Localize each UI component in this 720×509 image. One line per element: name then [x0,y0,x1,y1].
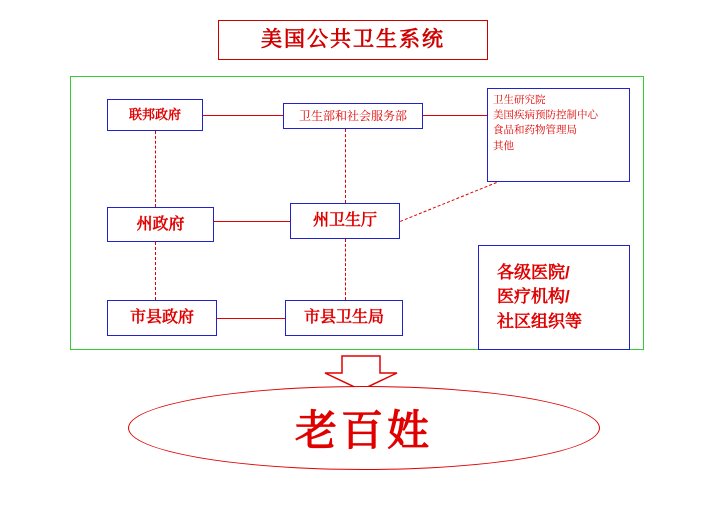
agency-fda: 食品和药物管理局 [493,124,577,137]
hospitals-line-1: 各级医院/ [497,262,570,282]
box-hhs: 卫生部和社会服务部 [283,103,423,129]
connector-federal-to-hhs [203,115,283,116]
box-state-health-department: 州卫生厅 [290,203,400,239]
box-federal-government: 联邦政府 [107,99,203,131]
connector-hhs-to-agencies [423,115,487,116]
box-hospitals-and-providers [478,245,630,350]
box-state-government: 州政府 [107,207,214,242]
connector-state-health-to-county-health [345,239,346,300]
people-label: 老百姓 [294,407,433,454]
connector-hhs-to-state-health [345,129,346,203]
diagram-title: 美国公共卫生系统 [218,20,488,60]
agency-other: 其他 [493,139,514,152]
connector-county-gov-to-county-health [217,318,285,319]
hospitals-line-2: 医疗机构/ [497,287,570,307]
connector-state-gov-to-state-health [214,221,290,222]
hospitals-line-3: 社区组织等 [497,311,582,331]
connector-state-gov-to-county-gov [155,242,156,300]
agency-cdc: 美国疾病预防控制中心 [493,109,598,122]
people-ellipse [128,386,600,470]
box-county-health-bureau: 市县卫生局 [285,300,403,336]
agency-nih: 卫生研究院 [493,94,546,106]
box-federal-agencies [487,88,630,182]
connector-federal-to-state-gov [155,131,156,207]
box-county-government: 市县政府 [107,300,217,336]
